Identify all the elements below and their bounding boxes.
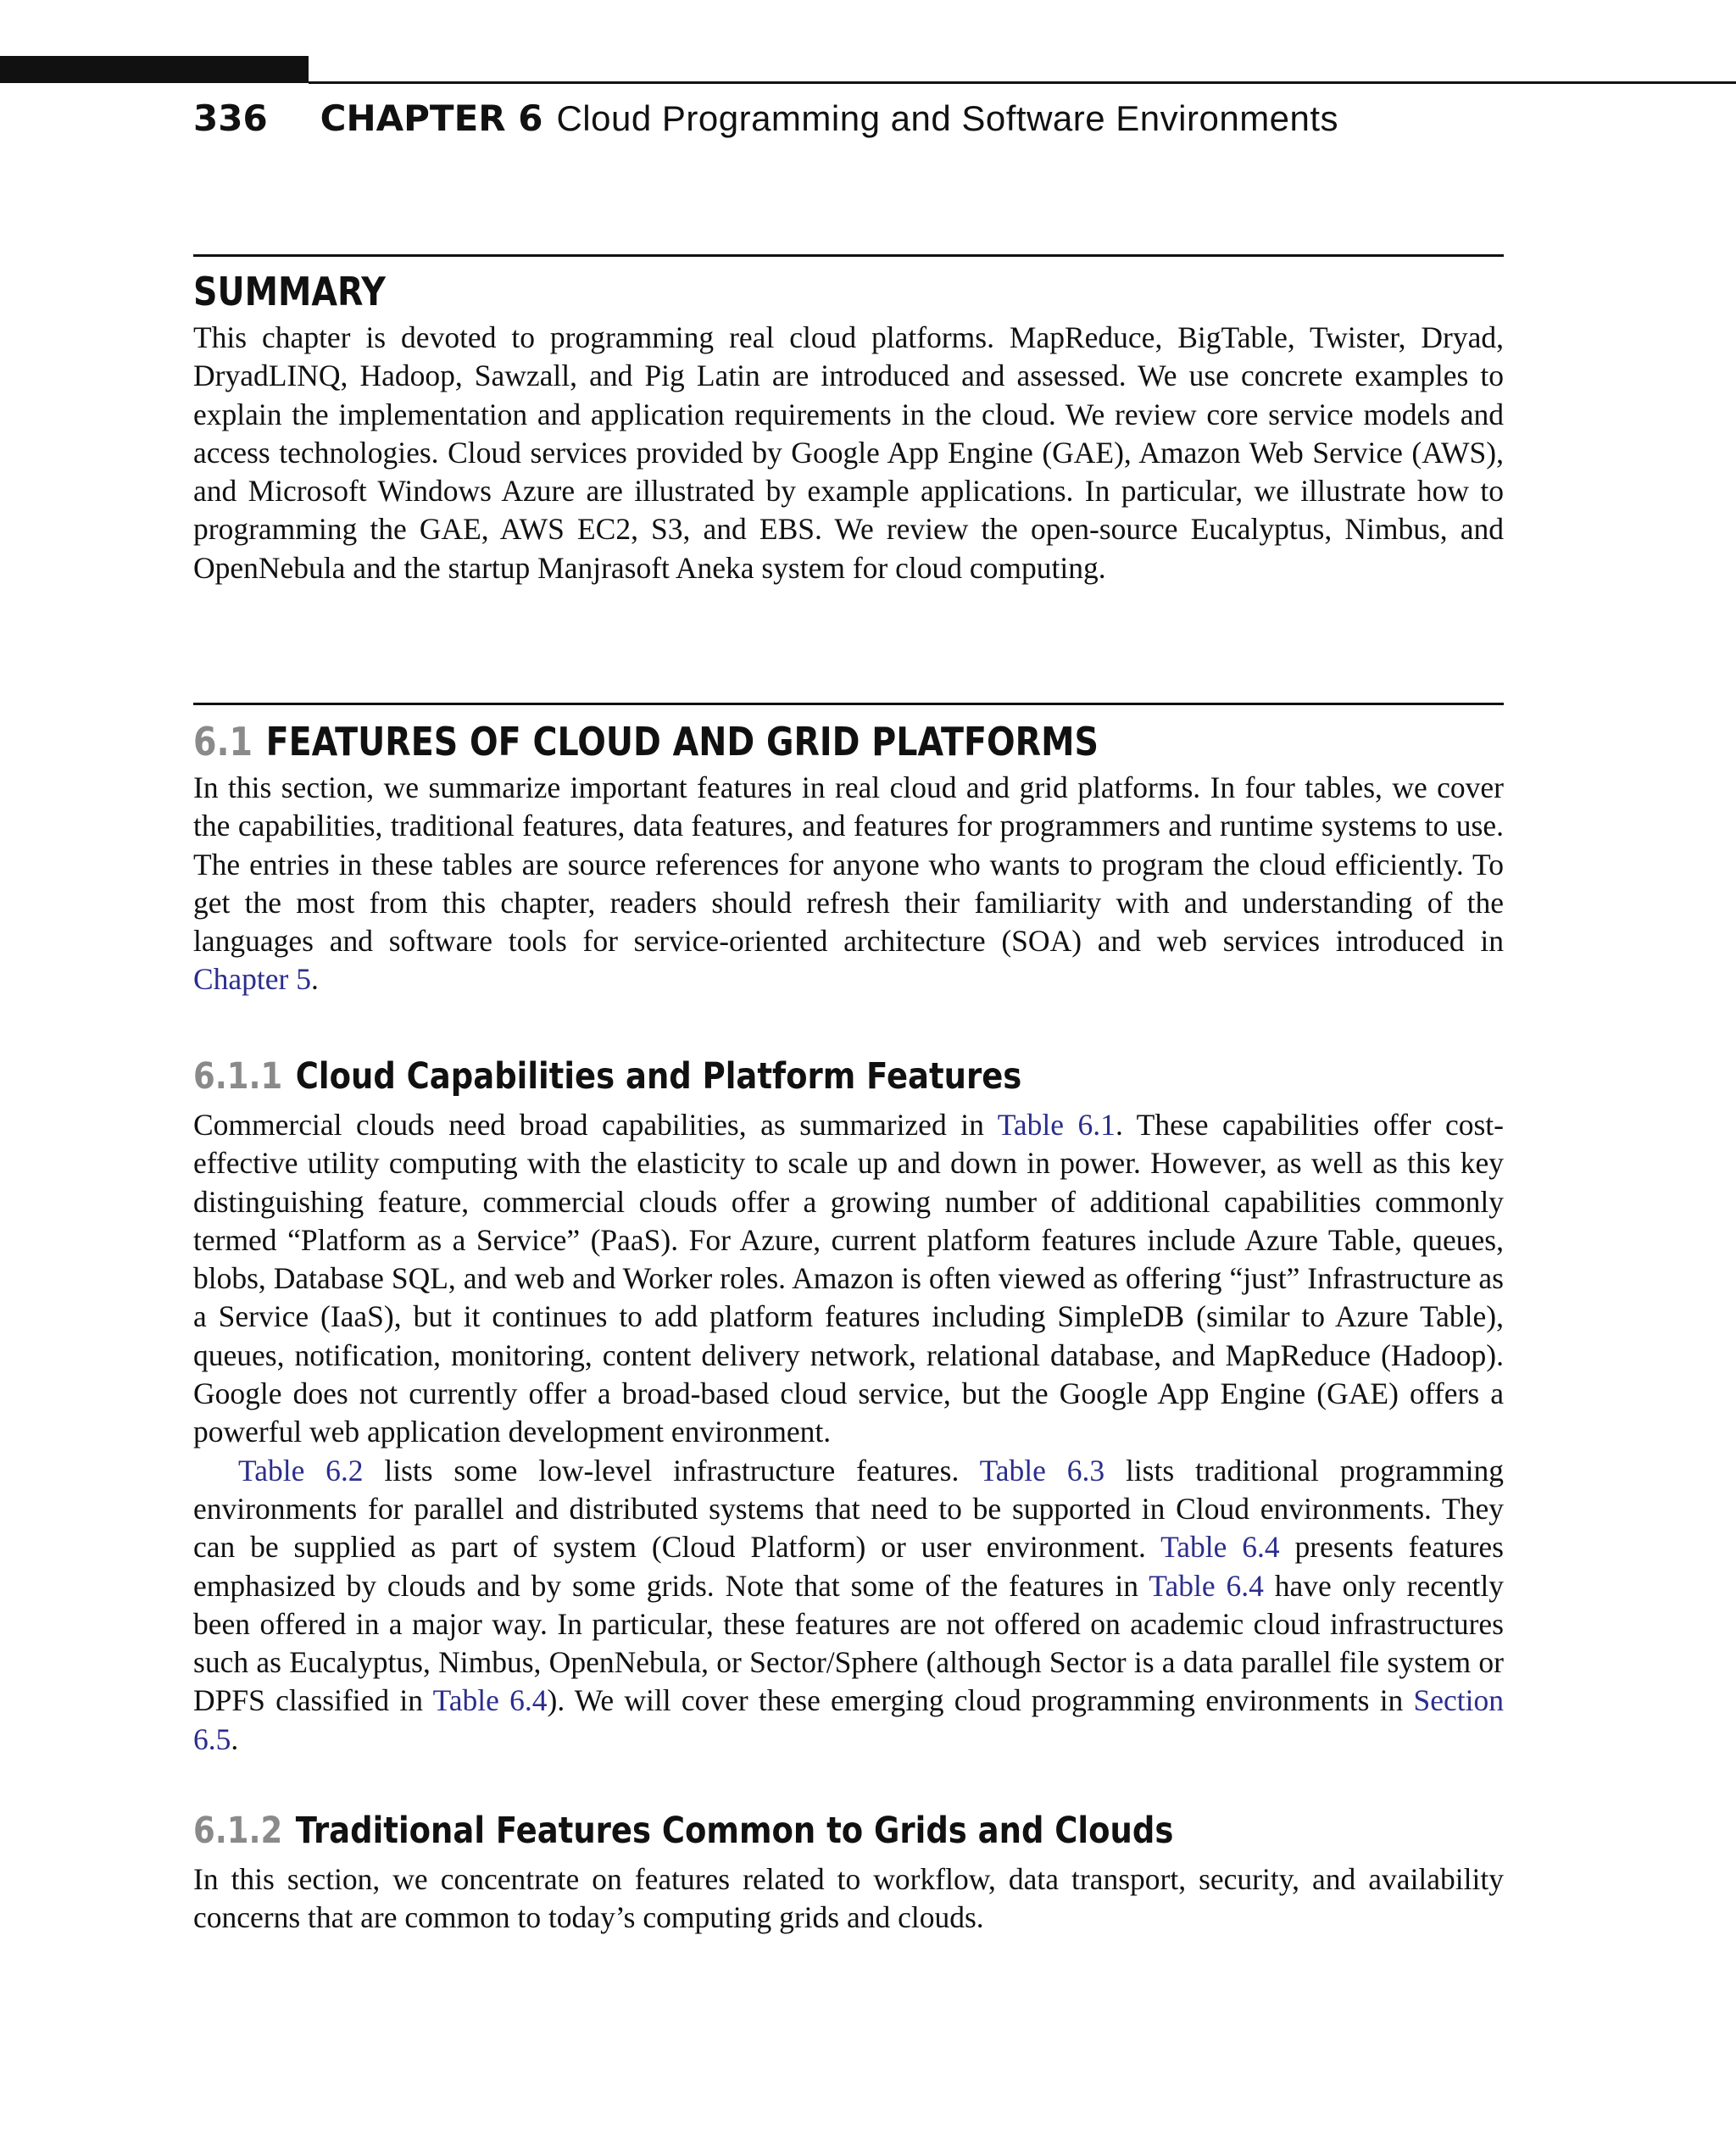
p2-text-f: .	[231, 1721, 239, 1756]
section-6-1-1-heading	[193, 1053, 1321, 1100]
p2-text-c: presents features emphasized by clouds and by some grids. Note that some of the features in	[193, 1530, 1504, 1603]
summary-paragraph: This chapter is devoted to programming real cloud platforms. MapReduce, BigTable, Twister, Dryad, DryadLINQ, Hadoop, Sawzall, and Pig Latin are introduced and assessed. We use concrete examples to explain the implementation and application requirements in the cloud. We review core service models and access technologies. Cloud services provided by Google App Engine (GAE), Amazon Web Service (AWS), and Microsoft Windows Azure are illustrated by example applications. In particular, we illustrate how to programming the GAE, AWS EC2, S3, and EBS. We review the open-source Eucalyptus, Nimbus, and OpenNebula and the startup Manjrasoft Aneka system for cloud computing.	[193, 320, 1504, 585]
section-6-1-paragraph	[193, 769, 1504, 999]
p2-text-b: lists traditional programming environments for parallel and distributed systems that need to be supported in Cloud environments. They can be supplied as part of system (Cloud Platform) or user environment.	[193, 1453, 1504, 1565]
section-6-1-2-heading	[193, 1807, 1321, 1855]
section-6-1-1-title: Cloud Capabilities and Platform Features	[295, 1055, 1022, 1098]
table-6-1-link[interactable]: Table 6.1	[997, 1108, 1116, 1142]
section-6-1-text-end: .	[311, 962, 319, 997]
header-rule	[309, 81, 1736, 84]
chapter-label: CHAPTER 6	[320, 97, 543, 139]
p1-text-a: Commercial clouds need broad capabilities, as summarized in	[193, 1108, 998, 1142]
running-head	[193, 93, 1338, 144]
table-6-4-link[interactable]: Table 6.4	[1149, 1568, 1264, 1603]
page-number: 336	[193, 97, 268, 139]
section-6-1	[193, 716, 1504, 999]
section-6-1-1	[193, 1053, 1504, 1759]
section-6-1-heading	[193, 716, 1321, 767]
section-6-1-1-paragraph-1	[193, 1106, 1504, 1452]
table-6-3-link[interactable]: Table 6.3	[979, 1453, 1105, 1488]
section-6-1-text: In this section, we summarize important features in real cloud and grid platforms. In four tables, we cover the capabilities, traditional features, data features, and features for programmers and runtime systems to use. The entries in these tables are source references for anyone who wants to program the cloud efficiently. To get the most from this chapter, readers should refresh their familiarity with and understanding of the languages and software tools for service-oriented architecture (SOA) and web services introduced in	[193, 770, 1504, 959]
table-6-4-link[interactable]: Table 6.4	[1160, 1530, 1280, 1565]
section-6-1-number: 6.1	[193, 719, 253, 765]
summary-heading: SUMMARY	[193, 269, 386, 314]
section-6-1-1-paragraph-2	[193, 1452, 1504, 1759]
section-6-1-2-number: 6.1.2	[193, 1810, 283, 1852]
section-6-5-link[interactable]: Section 6.5	[193, 1683, 1505, 1756]
section-6-1-2-title: Traditional Features Common to Grids and Clouds	[295, 1810, 1174, 1852]
section-6-1-rule	[193, 703, 1504, 705]
section-6-1-title: FEATURES OF CLOUD AND GRID PLATFORMS	[265, 719, 1099, 765]
table-6-4-link[interactable]: Table 6.4	[432, 1683, 548, 1718]
p2-text-e: ). We will cover these emerging cloud programming environments in	[547, 1683, 1414, 1718]
section-6-1-2	[193, 1807, 1504, 1938]
table-6-2-link[interactable]: Table 6.2	[238, 1453, 364, 1488]
p1-text-b: . These capabilities offer cost-effective utility computing with the elasticity to scale up and down in power. However, as well as this key distinguishing feature, commercial clouds offer a growing number of additional capabilities commonly termed “Platform as a Service” (PaaS). For Azure, current platform features include Azure Table, queues, blobs, Database SQL, and web and Worker roles. Amazon is often viewed as offering “just” Infrastructure as a Service (IaaS), but it continues to add platform features including SimpleDB (similar to Azure Table), queues, notification, monitoring, content delivery network, relational database, and MapReduce (Hadoop). Google does not currently offer a broad-based cloud service, but the Google App Engine (GAE) offers a powerful web application development environment.	[193, 1108, 1504, 1449]
p2-text-d: have only recently been offered in a major way. In particular, these features are not offered on academic cloud infrastructures such as Eucalyptus, Nimbus, OpenNebula, or Sector/Sphere (although Sector is a data parallel file system or DPFS classified in	[193, 1568, 1504, 1718]
section-6-1-1-number: 6.1.1	[193, 1055, 283, 1098]
section-6-1-2-paragraph: In this section, we concentrate on features related to workflow, data transport, security, and availability concerns that are common to today’s computing grids and clouds.	[193, 1862, 1504, 1935]
p2-text-a: lists some low-level infrastructure features.	[363, 1453, 980, 1488]
chapter-title: Cloud Programming and Software Environments	[556, 98, 1339, 138]
chapter-5-link[interactable]: Chapter 5	[193, 962, 312, 997]
summary-section	[193, 266, 1504, 587]
summary-rule	[193, 254, 1504, 257]
header-bar-thick	[0, 56, 309, 83]
